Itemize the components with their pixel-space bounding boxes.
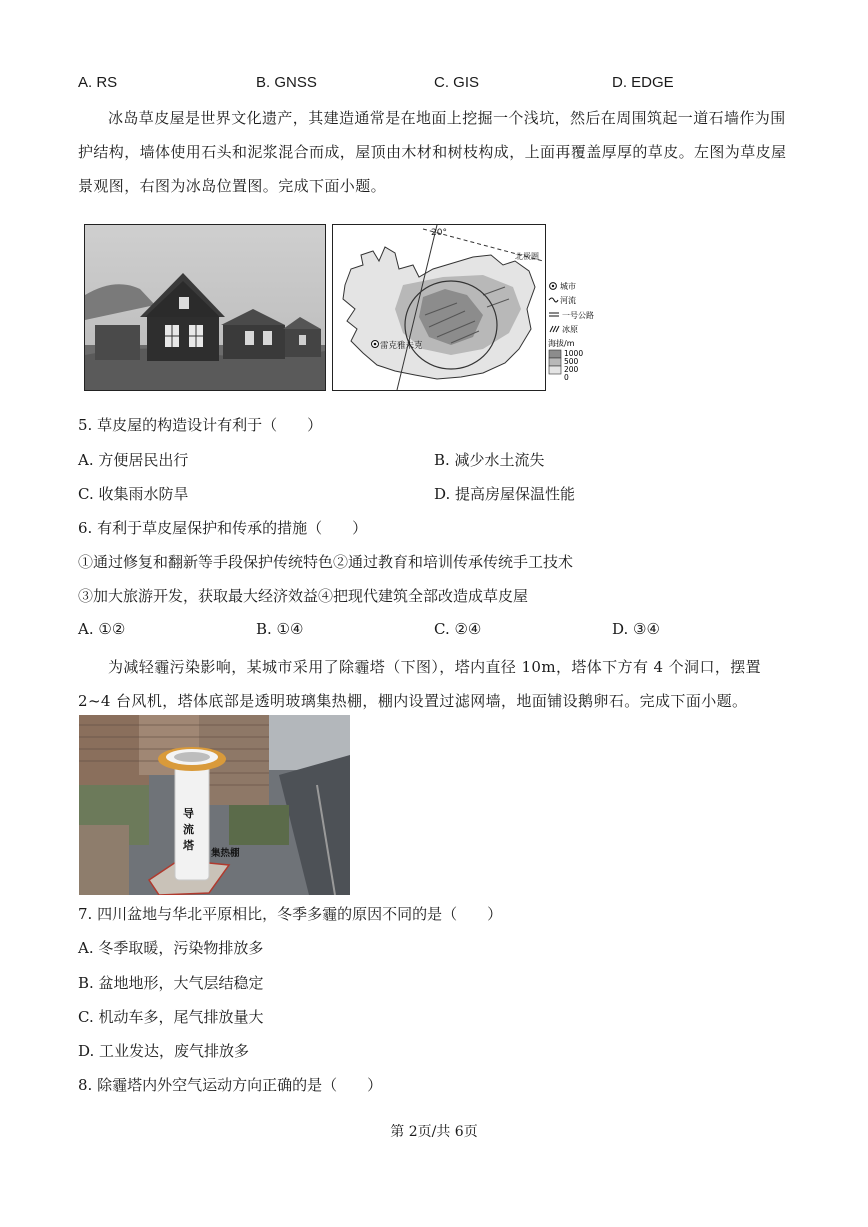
q5-option-b: B. 减少水土流失: [434, 451, 545, 469]
tower-label-char-1: 导: [183, 807, 194, 820]
q7-option-b: B. 盆地地形，大气层结稳定: [78, 974, 264, 992]
page-footer: 第 2页/共 6页: [390, 1124, 478, 1140]
q6-option-d: D. ③④: [612, 620, 660, 638]
q6-statement-line2: ③加大旅游开发，获取最大经济效益④把现代建筑全部改造成草皮屋: [78, 587, 529, 605]
turf-house-photo: [84, 224, 326, 391]
q6-statement-line1: ①通过修复和翻新等手段保护传统特色②通过教育和培训传承传统手工技术: [78, 553, 574, 571]
legend-ice: 冰原: [562, 325, 578, 334]
q6-option-c: C. ②④: [434, 620, 482, 638]
tower-label-char-2: 流: [183, 823, 194, 836]
q4-option-b: B. GNSS: [256, 74, 317, 91]
legend-river: 河流: [560, 296, 576, 305]
q5-option-d: D. 提高房屋保温性能: [434, 485, 576, 503]
q6-option-b: B. ①④: [256, 620, 304, 638]
q8-stem: 8. 除霾塔内外空气运动方向正确的是（ ）: [78, 1076, 383, 1094]
shed-label: 集热棚: [211, 848, 240, 859]
longitude-label: 20°: [431, 228, 447, 238]
q6-option-a: A. ①②: [78, 620, 126, 638]
q4-option-a: A. RS: [78, 74, 118, 91]
legend-road: 一号公路: [562, 311, 594, 320]
passage-smog-tower: [78, 650, 790, 718]
q7-stem: 7. 四川盆地与华北平原相比，冬季多霾的原因不同的是（ ）: [78, 905, 503, 923]
legend-level-500: 500: [564, 357, 579, 366]
passage-smog-tower-text: 为减轻霾污染影响，某城市采用了除霾塔（下图），塔内直径 10m，塔体下方有 4 个洞口，摆置 2~4 台风机，塔体底部是透明玻璃集热棚，棚内设置过滤网墙，地面铺设鹅卵石。完成下面小题。: [78, 658, 762, 710]
q4-option-c: C. GIS: [434, 74, 480, 91]
q7-option-d: D. 工业发达，废气排放多: [78, 1042, 250, 1060]
q6-stem: 6. 有利于草皮屋保护和传承的措施（ ）: [78, 519, 368, 537]
legend-level-1000: 1000: [564, 349, 584, 358]
passage-turf-house-text: 冰岛草皮屋是世界文化遗产，其建造通常是在地面上挖掘一个浅坑，然后在周围筑起一道石墙作为围护结构，墙体使用石头和泥浆混合而成，屋顶由木材和树枝构成，上面再覆盖厚厚的草皮。左图为草皮屋景观图，右图为冰岛位置图。完成下面小题。: [78, 109, 787, 195]
q5-option-a: A. 方便居民出行: [78, 451, 189, 469]
q7-option-a: A. 冬季取暖，污染物排放多: [78, 939, 264, 957]
iceland-map-drawing: [333, 225, 545, 390]
map-legend: [548, 280, 608, 392]
legend-elevation-title: 海拔/m: [548, 339, 575, 348]
q5-stem: 5. 草皮屋的构造设计有利于（ ）: [78, 416, 323, 434]
ice-icon: [550, 326, 559, 332]
turf-house-illustration: [85, 225, 325, 390]
tower-label-char-3: 塔: [183, 839, 194, 852]
smog-tower-photo: [79, 715, 350, 895]
legend-city: 城市: [560, 282, 576, 291]
city-label: 雷克雅未克: [380, 341, 423, 351]
legend-level-0: 0: [564, 373, 569, 382]
q7-option-c: C. 机动车多，尾气排放量大: [78, 1008, 264, 1026]
river-icon: [549, 298, 558, 302]
iceland-map: [332, 224, 546, 391]
legend-level-200: 200: [564, 365, 579, 374]
passage-turf-house: [78, 101, 790, 203]
q4-option-d: D. EDGE: [612, 74, 674, 91]
arctic-circle-label: 北极圈: [515, 252, 539, 261]
q5-option-c: C. 收集雨水防旱: [78, 485, 189, 503]
